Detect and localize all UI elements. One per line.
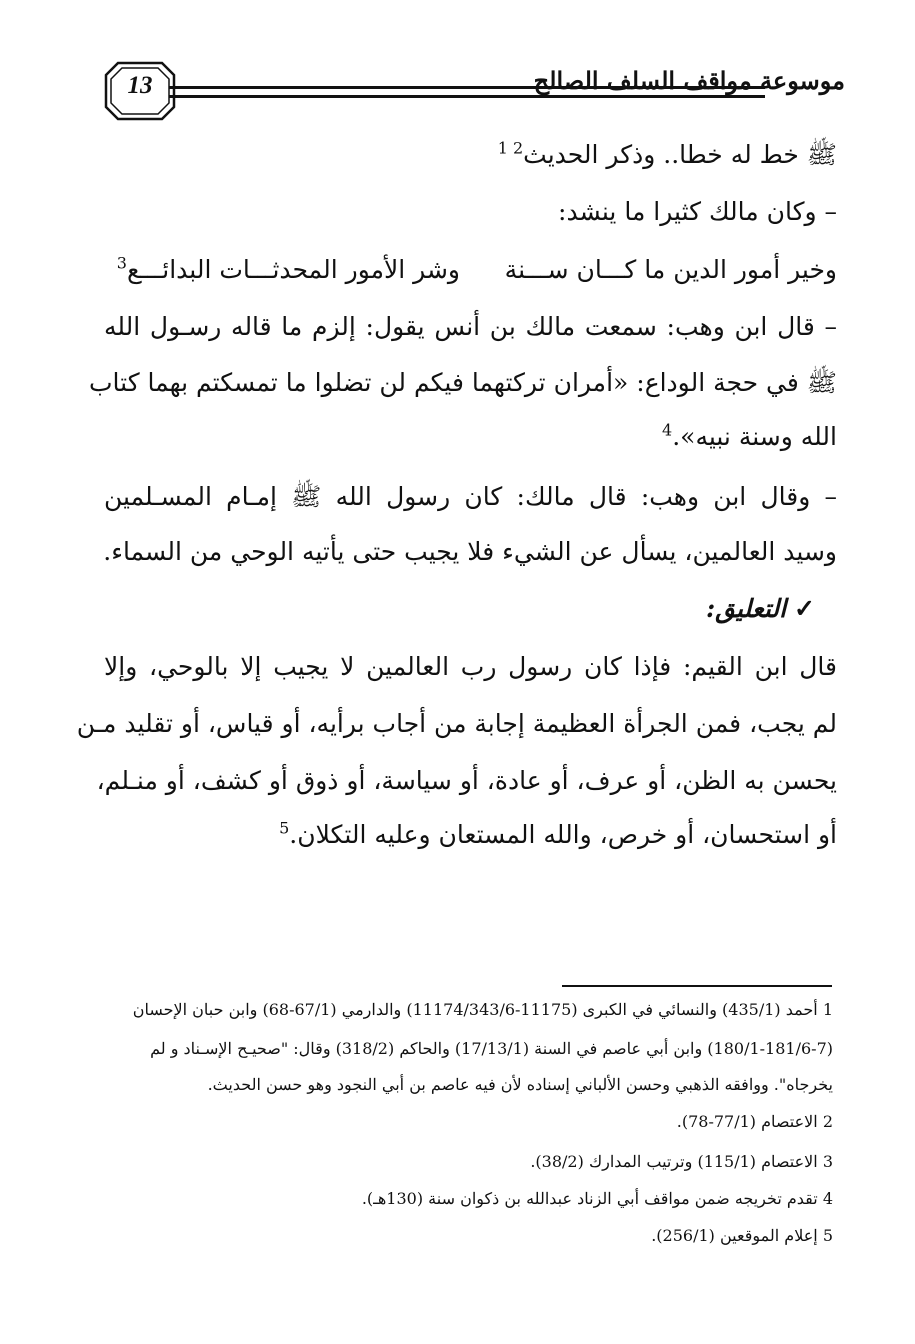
page-number: 13 — [127, 72, 153, 99]
body-line-5: ﷺ في حجة الوداع: «أمران تركتهما فيكم لن تضلوا ما تمسكتم بهما كتاب — [89, 368, 837, 397]
body-line-4: – قال ابن وهب: سمعت مالك بن أنس يقول: إلزم ما قاله رسـول الله — [104, 312, 837, 341]
body-line-10: قال ابن القيم: فإذا كان رسول رب العالمين لا يجيب إلا بالوحي، وإلا — [104, 652, 837, 681]
footnote-3: 3 الاعتصام (115/1) وترتيب المدارك (38/2). — [530, 1152, 833, 1171]
body-line-8: وسيد العالمين، يسأل عن الشيء فلا يجيب حتى يأتيه الوحي من السماء. — [103, 537, 837, 566]
body-line-6: الله وسنة نبيه».$^4$ — [662, 420, 837, 451]
body-line-12: يحسن به الظن، أو عرف، أو عادة، أو سياسة، أو ذوق أو كشف، أو منـلم، — [96, 766, 837, 795]
body-line-1: ﷺ خط له خطا.. وذكر الحديث$^{2 1}$ — [497, 138, 837, 169]
body-line-11: لم يجب، فمن الجرأة العظيمة إجابة من أجاب برأيه، أو قياس، أو تقليد مـن — [76, 709, 837, 738]
footnote-4: 4 تقدم تخريجه ضمن مواقف أبي الزناد عبدالله بن ذكوان سنة (130هـ). — [361, 1189, 833, 1208]
footnote-ref-4: 4 — [662, 420, 673, 440]
checkmark-icon: ✓ — [794, 594, 815, 623]
footnote-1-line-3: يخرجاه". ووافقه الذهبي وحسن الألباني إسناده لأن فيه عاصم بن أبي النجود وهو حسن الحديث. — [207, 1075, 833, 1094]
footnote-ref-5: 5 — [279, 818, 290, 838]
verse-second-hemistich: وشر الأمور المحدثـــات البدائـــع$^3$ — [116, 253, 460, 284]
footnote-separator — [562, 985, 832, 987]
series-title: موسوعة مواقف السلف الصالح — [533, 66, 845, 95]
footnote-ref-3: 3 — [116, 253, 127, 273]
body-line-7: – وقال ابن وهب: قال مالك: كان رسول الله ﷺ إمـام المسـلمين — [104, 482, 837, 511]
body-line-2: – وكان مالك كثيرا ما ينشد: — [558, 197, 837, 226]
footnote-ref-1-2: 2 1 — [497, 138, 524, 158]
footnote-5: 5 إعلام الموقعين (256/1). — [651, 1226, 833, 1245]
header-rule-bottom — [168, 95, 765, 98]
body-line-13: أو استحسان، أو خرص، والله المستعان وعليه التكلان.$^5$ — [279, 818, 837, 849]
section-heading: ✓التعليق: — [705, 594, 815, 623]
verse-first-hemistich: وخير أمور الدين ما كـــان ســـنة — [504, 255, 837, 284]
footnote-2: 2 الاعتصام (77/1-78). — [676, 1112, 833, 1131]
footnote-1-line-2: (180/1-181/6-7) وابن أبي عاصم في السنة (17/13/1) والحاكم (318/2) وقال: "صحيـح الإسـناد و لم — [150, 1039, 833, 1058]
footnote-1-line-1: 1 أحمد (435/1) والنسائي في الكبرى (11175-11174/343/6) والدارمي (67/1-68) وابن حبان الإحسان — [132, 1000, 833, 1019]
